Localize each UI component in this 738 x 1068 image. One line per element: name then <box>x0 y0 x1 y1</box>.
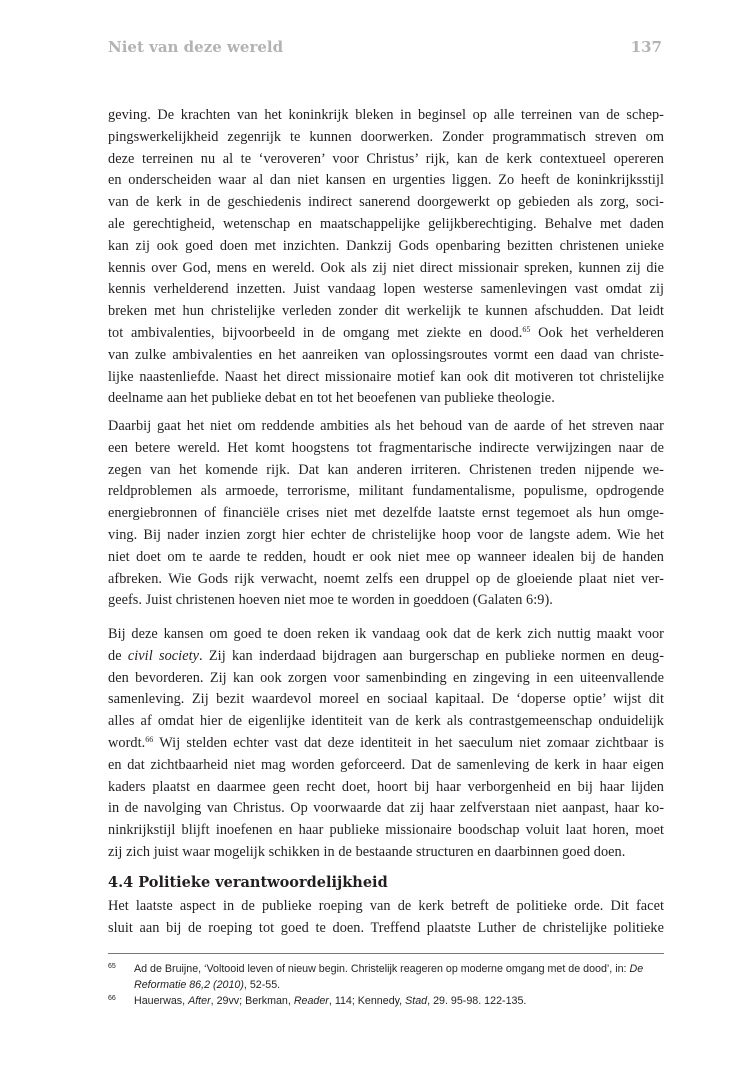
text-line: en onderscheiden waar al dan niet kansen en urgenties liggen. Zo heeft de koninkrijksstijl <box>108 172 664 189</box>
footnote-text <box>134 962 664 993</box>
text-line: ale gerechtigheid, wetenschap en maatschappelijke gelijkberechtiging. Behalve met daden <box>108 215 664 232</box>
footnote-65 <box>108 962 664 994</box>
section-heading: 4.4 Politieke verantwoordelijkheid <box>108 874 388 891</box>
text-line: Daarbij gaat het niet om reddende ambities als het behoud van de aarde of het streven naar <box>108 418 664 434</box>
footnote-divider <box>108 953 664 954</box>
text-segment: , 114; Kennedy, <box>328 995 406 1007</box>
text-segment: Hauerwas, <box>134 995 189 1007</box>
footnote-line <box>134 962 664 978</box>
text-segment: , 52-55. <box>243 978 281 991</box>
italic-title: Reader <box>293 995 329 1007</box>
text-line: deelname aan het publieke debat en tot het beoefenen van publieke theologie. <box>108 390 555 407</box>
text-line: samenleving. Zij bezit waardevol moreel en sociaal kapitaal. De ‘doperse optie’ wijst dit <box>108 691 664 708</box>
footnote-number: 66 <box>108 995 116 1002</box>
text-line: sluit aan bij de roeping tot goed te doen. Treffend plaatste Luther de christelijke politieke <box>108 919 664 936</box>
text-line: den bevorderen. Zij kan ook zorgen voor samenbinding en zingeving in een uiteenvallende <box>108 669 664 686</box>
text-line: van zulke ambivalenties en het aanreiken van oplossingsroutes vormt een daad van christe- <box>108 346 664 363</box>
text-line: reldproblemen als armoede, terrorisme, militant fundamentalisme, populisme, opdrogende <box>108 483 664 500</box>
footnote-ref-65[interactable]: 65 <box>522 324 531 334</box>
text-line: ninkrijkstijl blijft inoefenen en haar publieke missionaire boodschap voluit laat horen, moet <box>108 822 664 839</box>
italic-title: Reformatie 86,2 (2010) <box>134 978 244 991</box>
text-line: kennis verhelderend inzetten. Juist vandaag lopen westerse samenlevingen vast omdat zij <box>108 281 664 298</box>
text-line: energiebronnen of financiële crises niet met dezelfde laatste ernst tegemoet als hun omge- <box>108 505 664 522</box>
text-line: lijke naastenliefde. Naast het direct missionaire motief kan ook dit motiveren tot christelijke <box>108 368 664 385</box>
text-segment: . Zij kan inderdaad bijdragen aan burgerschap en publieke normen en deug- <box>199 647 665 664</box>
text-line: geving. De krachten van het koninkrijk bleken in beginsel op alle terreinen van de schep- <box>108 107 664 123</box>
text-line: kaders plaatst en daarmee geen recht doet, hoort bij haar verborgenheid en bij haar lijden <box>108 778 664 795</box>
running-header <box>108 38 662 62</box>
text-line: in de navolging van Christus. Op voorwaarde dat zij haar zelfverstaan niet aanpast, haar ko- <box>108 800 664 817</box>
text-segment: tot ambivalenties, bijvoorbeeld in de omgang met ziekte en dood. <box>108 324 523 341</box>
text-segment: de <box>108 647 128 664</box>
text-segment: , 29vv; Berkman, <box>210 995 294 1007</box>
paragraph-3 <box>108 624 664 864</box>
footnote-ref-66[interactable]: 66 <box>145 734 154 744</box>
footnote-66 <box>108 994 664 1010</box>
section-paragraph <box>108 896 664 940</box>
text-line: deze terreinen nu al te ‘veroveren’ voor Christus’ rijk, kan de kerk contextueel opereren <box>108 150 664 167</box>
text-line: zegen van het komende rijk. Dat kan anderen irriteren. Christenen treden nijpende we- <box>108 461 664 478</box>
italic-title: De <box>629 963 644 975</box>
text-line: en dat zichtbaarheid niet mag worden geforceerd. Dat de samenleving de kerk in haar eigen <box>108 756 664 773</box>
text-line: Het laatste aspect in de publieke roeping van de kerk betreft de politieke orde. Dit facet <box>108 898 664 914</box>
text-line <box>108 733 664 755</box>
text-segment: Wij stelden echter vast dat deze identiteit in het saeculum niet zomaar zichtbaar is <box>153 734 664 751</box>
text-segment: Ook het verhelderen <box>530 324 664 341</box>
text-line: geefs. Juist christenen hoeven niet moe te worden in goeddoen (Galaten 6:9). <box>108 592 553 609</box>
text-line: breken met hun christelijke verleden zonder dit werkelijk te kunnen afschudden. Dat leidt <box>108 303 664 320</box>
text-segment: Ad de Bruijne, ‘Voltooid leven of nieuw begin. Christelijk reageren op moderne omgang met de dood’, in: <box>134 963 630 975</box>
italic-title: Stad <box>405 995 428 1007</box>
footnote-line <box>134 978 664 994</box>
italic-term: civil society <box>127 647 200 664</box>
text-line: kan zij ook goed doen met inzichten. Dankzij Gods openbaring bezitten christenen unieke <box>108 237 664 254</box>
paragraph-1 <box>108 105 664 410</box>
text-line: alles af omdat hier de eigenlijke identiteit van de kerk als contrastgemeenschap onduidelijk <box>108 713 664 730</box>
text-line: kennis over God, mens en wereld. Ook als zij niet direct missionair spreken, kunnen zij die <box>108 259 664 276</box>
text-segment: wordt. <box>108 734 146 751</box>
text-line: niet doet om te aarde te redden, houdt er ook niet mee op wanneer idealen bij de handen <box>108 548 664 565</box>
paragraph-2 <box>108 416 664 612</box>
footnote-line <box>134 994 664 1010</box>
text-line: van de kerk in de geschiedenis indirect sanerend doorgewerkt op gebieden als zorg, soci- <box>108 194 664 211</box>
text-line: pingswerkelijkheid zegenrijk te kunnen doorwerken. Zonder programmatisch streven om <box>108 128 664 145</box>
italic-title: After <box>188 995 211 1007</box>
text-line: afbreken. Wie Gods rijk verwacht, noemt zelfs een druppel op de gloeiende plaat niet ver- <box>108 570 664 587</box>
text-line: Bij deze kansen om goed te doen reken ik vandaag ook dat de kerk zich nuttig maakt voor <box>108 626 664 642</box>
footnote-number: 65 <box>108 963 116 970</box>
page-number: 137 <box>630 38 662 56</box>
text-line <box>108 646 664 668</box>
footnote-text <box>134 994 664 1010</box>
text-line: ving. Bij nader inzien zorgt hier echter de christelijke hoop voor de langste adem. Wie het <box>108 526 664 543</box>
text-line <box>108 323 664 345</box>
text-segment: , 29. 95-98. 122-135. <box>427 995 527 1007</box>
text-line: zij zich juist waar mogelijk schikken in de bestaande structuren en daarbinnen goed doen. <box>108 843 626 860</box>
running-title: Niet van deze wereld <box>108 38 284 56</box>
text-line: een betere wereld. Het komt hoogstens tot fragmentarische indirecte verwijzingen naar de <box>108 439 664 456</box>
